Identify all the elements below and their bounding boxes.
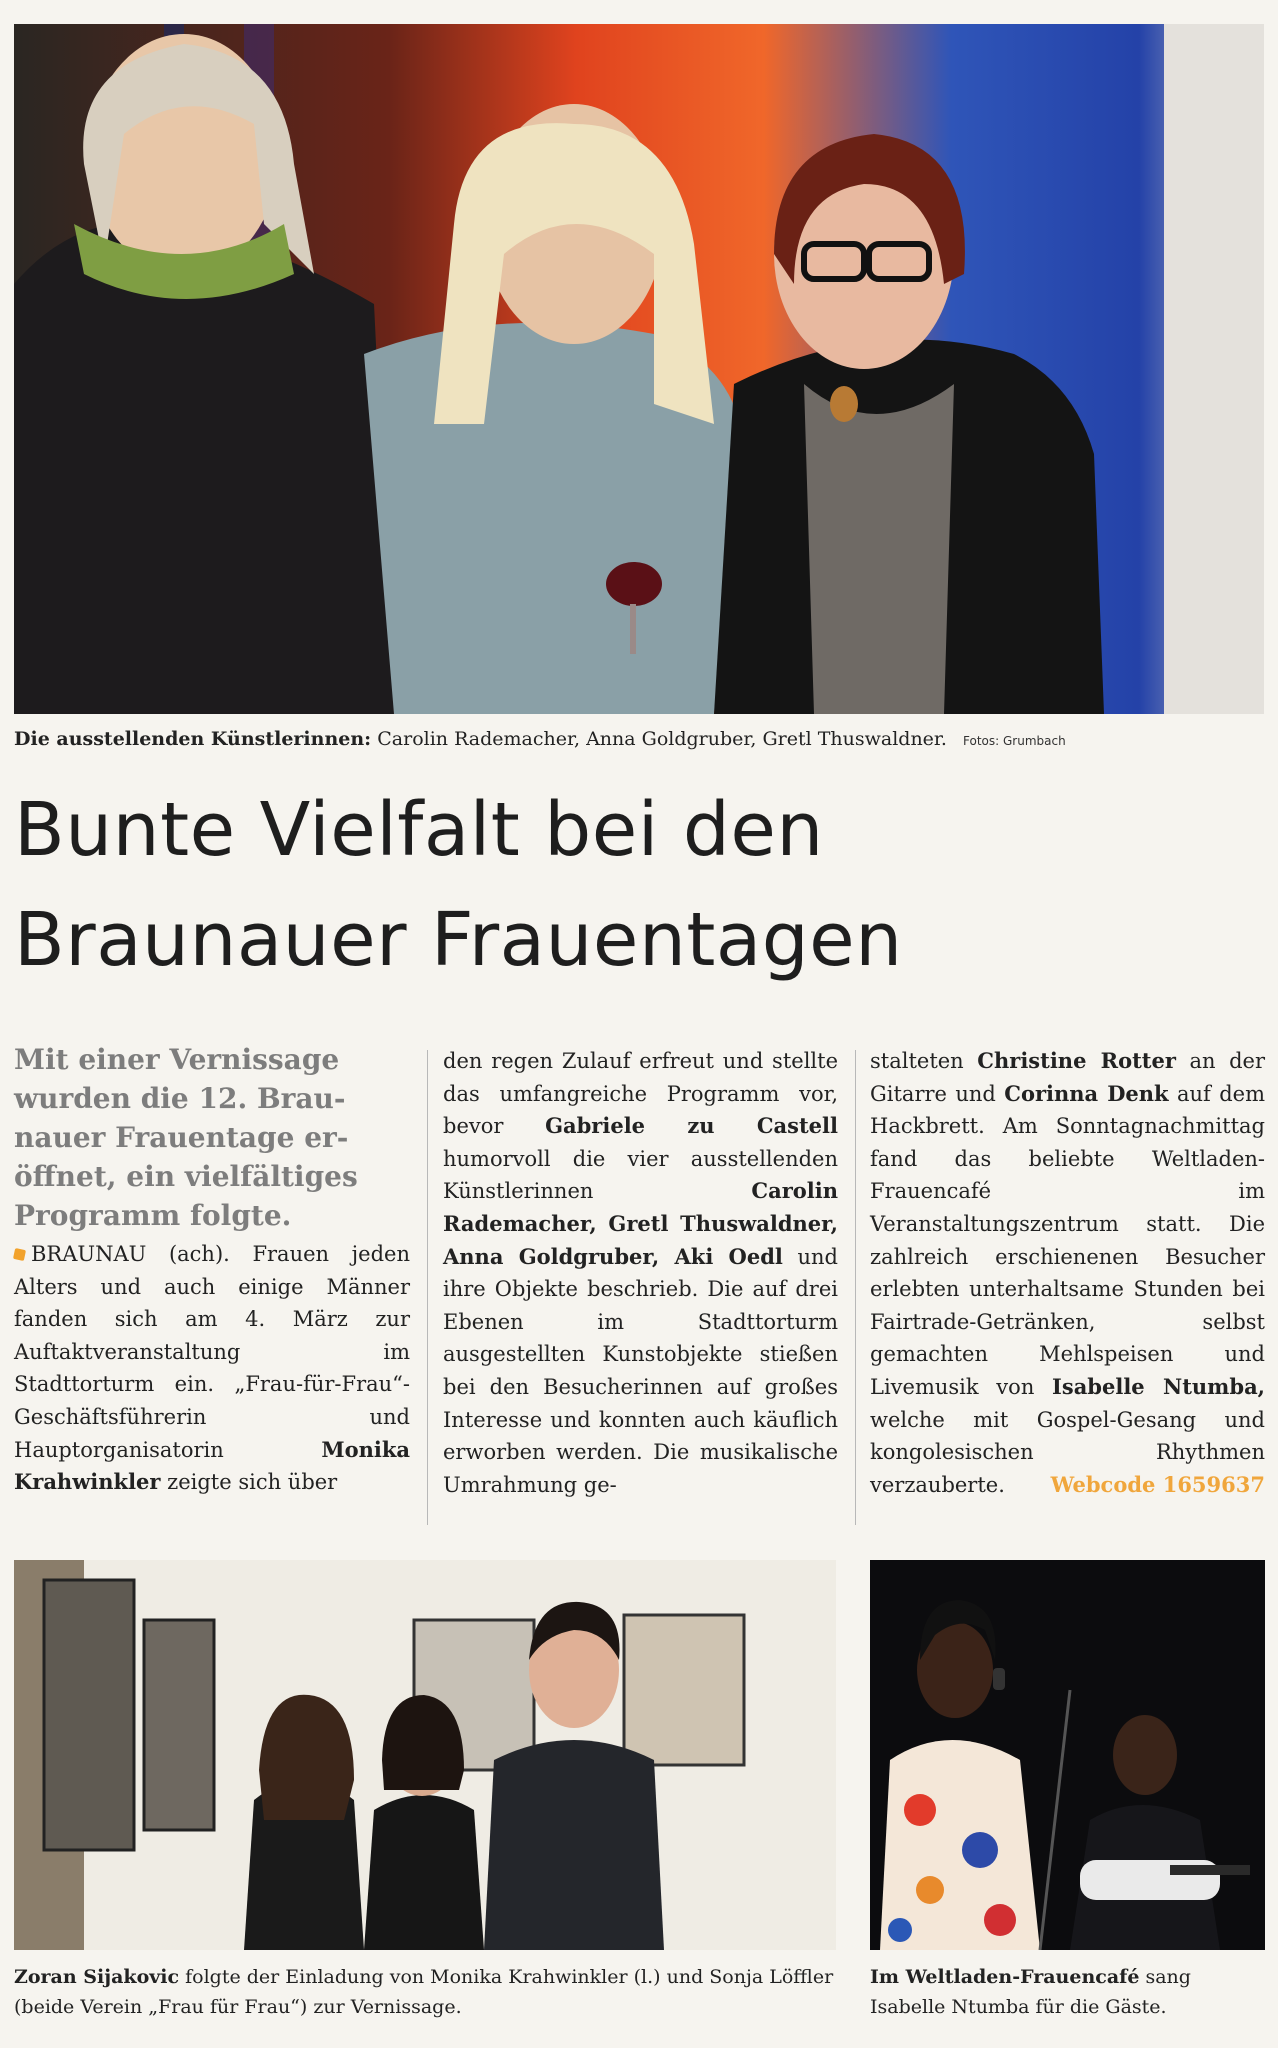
top-caption-text: Carolin Rademacher, Anna Goldgruber, Gretl Thuswaldner.	[377, 728, 947, 750]
photo-credit: Fotos: Grumbach	[963, 734, 1066, 748]
column-3-mid-2: auf dem Hackbrett. Am Sonntagnachmittag fand das beliebte Weltladen-Frauencafé im Veranstaltungszentrum statt. Die zahlreich erschienenen Besucher erlebten unterhaltsame Stunden bei Fairtrade-Getränken, selbst gemachten Mehlspeisen und Livemusik von	[870, 1081, 1265, 1399]
column-3-mid-1: an der Gitarre und	[870, 1049, 1265, 1106]
vernissage-caption	[14, 1962, 836, 2022]
frauencafe-photo	[870, 1560, 1265, 1950]
headline-line-2: Braunauer Frauentagen	[14, 897, 903, 983]
lead-line-2: wurden die 12. Brau-	[14, 1082, 346, 1115]
top-photo-caption	[14, 724, 1269, 756]
column-3-name-2: Corinna Denk	[1004, 1080, 1169, 1106]
top-photo	[14, 24, 1264, 714]
column-divider-1	[427, 1050, 428, 1525]
webcode-label: Webcode 1659637	[1050, 1471, 1265, 1497]
frauencafe-caption-text: sang Isabelle Ntumba für die Gäste.	[870, 1966, 1191, 2018]
top-photo-artwork	[14, 24, 1264, 714]
headline-line-1: Bunte Vielfalt bei den	[14, 787, 824, 873]
vernissage-caption-name: Zoran Sijakovic	[14, 1966, 180, 1988]
column-1-name: Monika Krahwinkler	[14, 1436, 410, 1495]
frauencafe-caption	[870, 1962, 1265, 2022]
article-headline	[14, 775, 1264, 995]
lead-line-4: öffnet, ein vielfältiges	[14, 1160, 358, 1193]
column-3-end: welche mit Gospel-Gesang und kongolesischen Rhythmen verzauberte.	[870, 1407, 1265, 1497]
column-2-names-2: Carolin Rademacher, Gretl Thuswaldner, Anna Goldgruber, Aki Oedl	[443, 1178, 838, 1269]
column-2-end: und ihre Objekte beschrieb. Die auf drei Ebenen im Stadttorturm ausgestellten Kunstobjekte stießen bei den Besucherinnen auf großes Interesse und konnten auch käuflich erworben werden. Die musikalische Umrahmung ge-	[443, 1244, 838, 1497]
column-1-text: BRAUNAU (ach). Frauen jeden Alters und auch einige Männer fanden sich am 4. März zur Auftaktveranstaltung im Stadttorturm ein. „Frau-für-Frau“-Geschäftsführerin und Hauptorganisatorin	[14, 1242, 410, 1462]
column-2-mid: humorvoll die vier ausstellenden Künstlerinnen	[443, 1146, 838, 1204]
article-column-2	[443, 1045, 838, 1501]
column-2-name-1: Gabriele zu Castell	[545, 1113, 838, 1139]
article-column-1	[14, 1238, 410, 1499]
article-column-3	[870, 1045, 1265, 1501]
column-1-end: zeigte sich über	[160, 1470, 338, 1495]
lead-line-3: nauer Frauentage er-	[14, 1121, 349, 1154]
vernissage-caption-text: folgte der Einladung von Monika Krahwinkler (l.) und Sonja Löffler (beide Verein „Frau für Frau“) zur Vernissage.	[14, 1966, 834, 2018]
frauencafe-caption-label: Im Weltladen-Frauencafé	[870, 1966, 1140, 1988]
column-3-name-3: Isabelle Ntumba,	[1052, 1373, 1265, 1399]
vernissage-photo	[14, 1560, 836, 1950]
frauencafe-photo-artwork	[870, 1560, 1265, 1950]
lead-line-1: Mit einer Vernissage	[14, 1043, 340, 1076]
vernissage-photo-artwork	[14, 1560, 836, 1950]
column-3-name-1: Christine Rotter	[977, 1048, 1176, 1073]
column-3-start: stalteten	[870, 1049, 978, 1073]
column-divider-2	[855, 1050, 856, 1525]
dateline-bullet-icon	[13, 1248, 26, 1261]
top-caption-label: Die ausstellenden Künstlerinnen:	[14, 728, 372, 750]
column-2-start: den regen Zulauf erfreut und stellte das umfangreiche Programm vor, bevor	[443, 1049, 838, 1139]
lead-line-5: Programm folgte.	[14, 1199, 292, 1232]
article-lead	[14, 1040, 414, 1235]
